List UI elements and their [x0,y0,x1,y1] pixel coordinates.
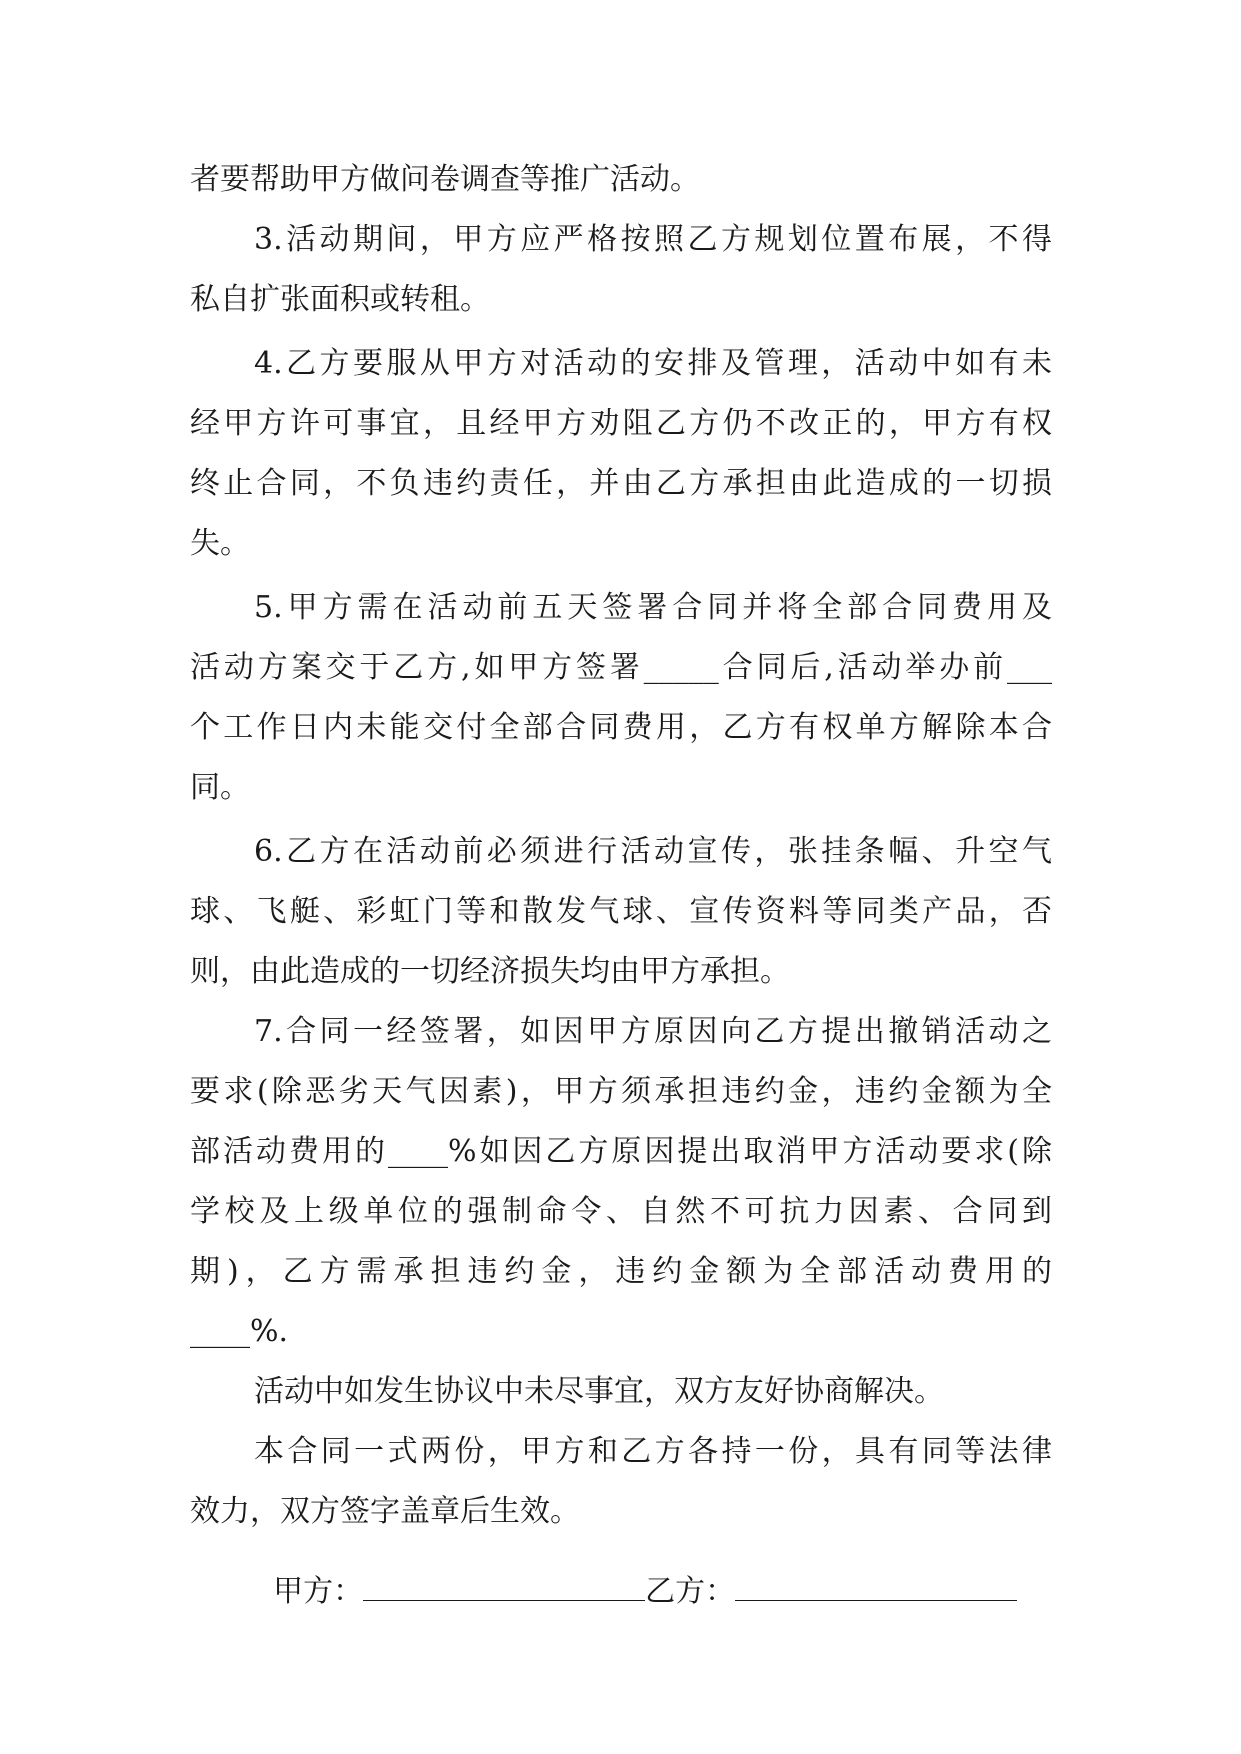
clause-7-line-6: ____%. [190,1314,289,1349]
clause-6-line-3: 则，由此造成的一切经济损失均由甲方承担。 [190,954,790,989]
clause-5-line-4: 同。 [190,770,250,805]
clause-5-line-1: 5.甲方需在活动前五天签署合同并将全部合同费用及 [254,590,1052,625]
clause-5-line-3: 个工作日内未能交付全部合同费用，乙方有权单方解除本合 [190,710,1052,745]
copies-line-2: 效力，双方签字盖章后生效。 [190,1494,580,1529]
party-b-label: 乙方： [645,1574,736,1609]
clause-7-line-5: 期)，乙方需承担违约金，违约金额为全部活动费用的 [190,1254,1052,1289]
party-a-label: 甲方： [273,1574,364,1609]
clause-4-line-2: 经甲方许可事宜，且经甲方劝阻乙方仍不改正的，甲方有权 [190,406,1052,441]
clause-5-line-2: 活动方案交于乙方,如甲方签署_____合同后,活动举办前___ [190,650,1052,685]
clause-4-line-4: 失。 [190,526,250,561]
clause-4-line-1: 4.乙方要服从甲方对活动的安排及管理，活动中如有未 [254,346,1052,381]
clause-7-line-1: 7.合同一经签署，如因甲方原因向乙方提出撤销活动之 [254,1014,1052,1049]
clause-7-line-4: 学校及上级单位的强制命令、自然不可抗力因素、合同到 [190,1194,1052,1229]
clause-7-line-3: 部活动费用的____%如因乙方原因提出取消甲方活动要求(除 [190,1134,1052,1169]
text-line-1: 者要帮助甲方做问卷调查等推广活动。 [190,162,700,197]
clause-6-line-2: 球、飞艇、彩虹门等和散发气球、宣传资料等同类产品，否 [190,894,1052,929]
clause-3-line-2: 私自扩张面积或转租。 [190,282,490,317]
party-a-signature-blank [363,1564,645,1601]
clause-3-line-1: 3.活动期间，甲方应严格按照乙方规划位置布展，不得 [254,222,1052,257]
clause-7-line-2: 要求(除恶劣天气因素)，甲方须承担违约金，违约金额为全 [190,1074,1052,1109]
signature-row [254,1502,1017,1622]
copies-line-1: 本合同一式两份，甲方和乙方各持一份，具有同等法律 [254,1434,1052,1469]
clause-4-line-3: 终止合同，不负违约责任，并由乙方承担由此造成的一切损 [190,466,1052,501]
supplement-line: 活动中如发生协议中未尽事宜，双方友好协商解决。 [254,1374,944,1409]
contract-body [190,150,1052,1542]
party-b-signature-blank [735,1564,1017,1601]
clause-6-line-1: 6.乙方在活动前必须进行活动宣传，张挂条幅、升空气 [254,834,1052,869]
